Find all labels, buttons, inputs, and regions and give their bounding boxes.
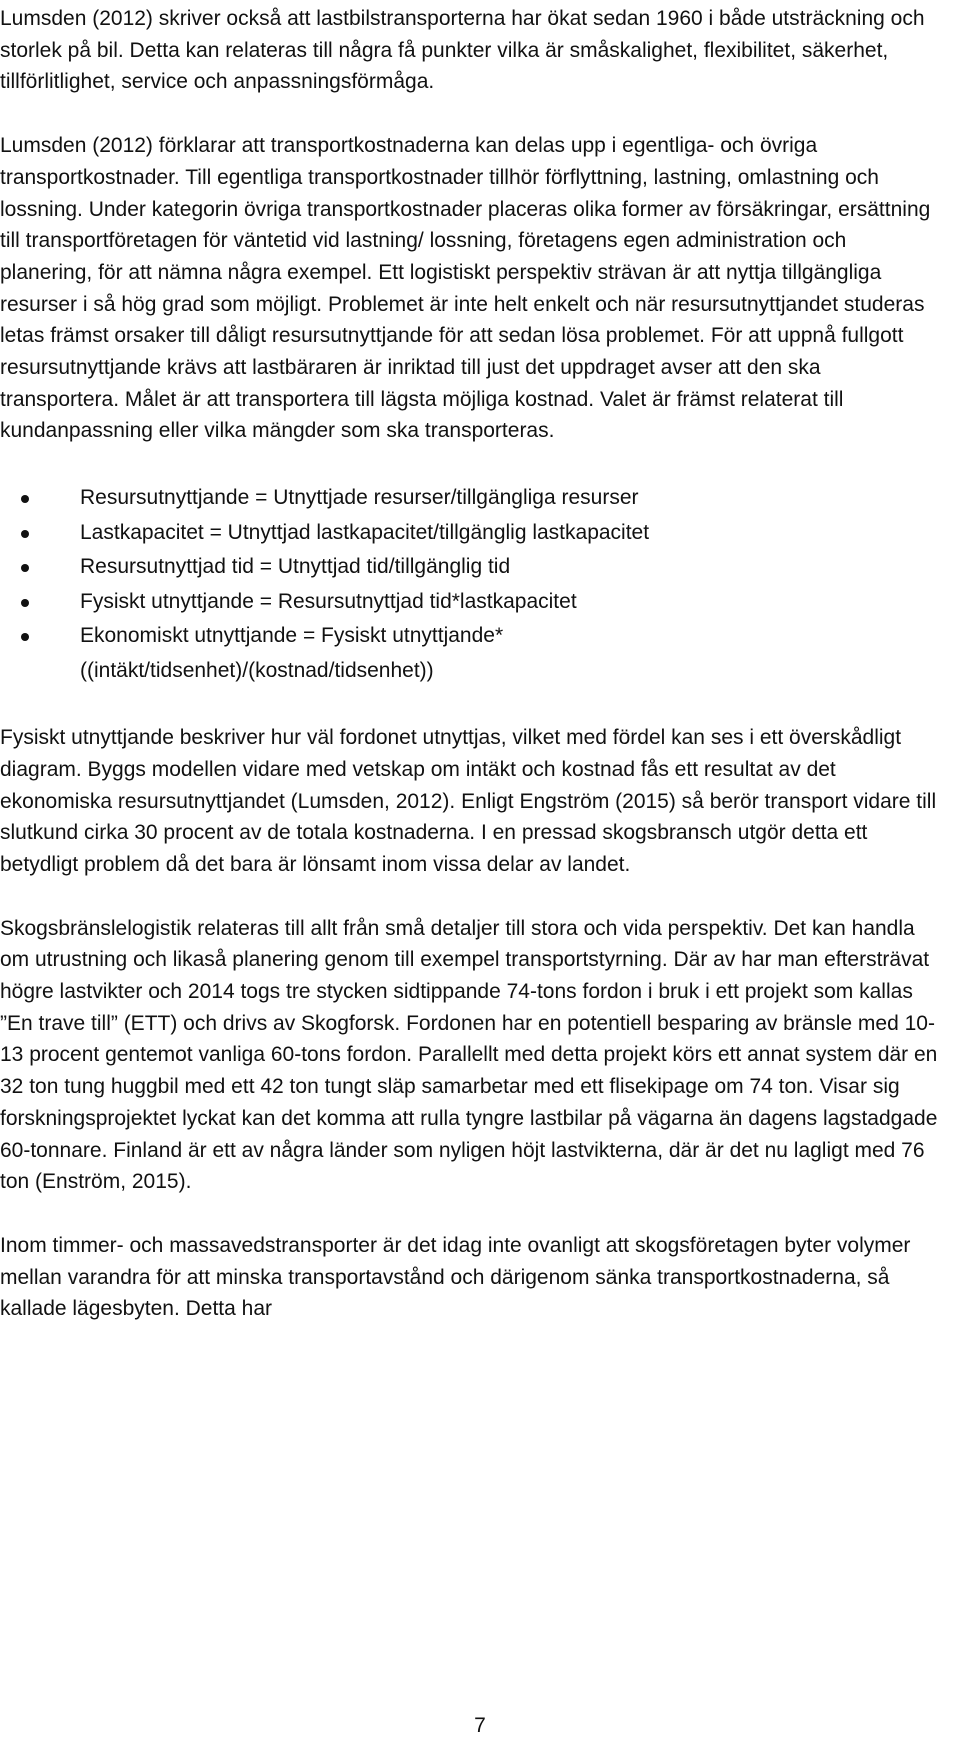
paragraph-skogsbranslelogistik: Skogsbränslelogistik relateras till allt från små detaljer till stora och vida perspektiv. Det kan handla om utrustning och likaså planering genom till exempel transportstyrning. Där av har man eftersträvat högre lastvikter och 2014 togs tre stycken sidtippande 74-tons fordon i bruk i ett projekt som kallas ”En trave till” (ETT) och drivs av Skogforsk. Fordonen har en potentiell besparing av bränsle med 10-13 procent gentemot vanliga 60-tons fordon. Parallellt med detta projekt körs ett annat system där en 32 ton tung huggbil med ett 42 ton tungt släp samarbetar med ett flisekipage om 74 ton. Visar sig forskningsprojektet lyckat kan det komma att rulla tyngre lastbilar på vägarna än dagens lagstadgade 60-tonnare. Finland är ett av några länder som nyligen höjt lastvikterna, där är det nu lagligt med 76 ton (Enström, 2015). bbox=[0, 916, 938, 1194]
formula-text: Fysiskt utnyttjande = Resursutnyttjad tid*lastkapacitet bbox=[80, 589, 577, 613]
paragraph-spacer bbox=[0, 447, 940, 481]
formula-list-item bbox=[0, 516, 940, 551]
paragraph-spacer bbox=[0, 688, 940, 722]
paragraph-lagesbyten: Inom timmer- och massavedstransporter är det idag inte ovanligt att skogsföretagen byter volymer mellan varandra för att minska transportavstånd och därigenom sänka transportkostnaderna, så kallade lägesbyten. Detta har bbox=[0, 1233, 911, 1321]
formula-list-item bbox=[0, 585, 940, 620]
page-number: 7 bbox=[474, 1714, 486, 1737]
paragraph-lastbilstransporter: Lumsden (2012) skriver också att lastbilstransporterna har ökat sedan 1960 i både utsträckning och storlek på bil. Detta kan relateras till några få punkter vilka är småskalighet, flexibilitet, säkerhet, tillförlitlighet, service och anpassningsförmåga. bbox=[0, 7, 925, 94]
bullet-icon bbox=[21, 495, 29, 503]
formula-list-item bbox=[0, 619, 640, 688]
bullet-icon bbox=[21, 599, 29, 607]
formula-text: Resursutnyttjande = Utnyttjade resurser/tillgängliga resurser bbox=[80, 486, 639, 510]
formula-text: Ekonomiskt utnyttjande = Fysiskt utnyttjande*((intäkt/tidsenhet)/(kostnad/tidsenhet)) bbox=[80, 624, 504, 682]
paragraph-spacer bbox=[0, 1198, 940, 1230]
paragraph-spacer bbox=[0, 98, 940, 130]
paragraph-transportkostnader: Lumsden (2012) förklarar att transportkostnaderna kan delas upp i egentliga- och övriga transportkostnader. Till egentliga transportkostnader tillhör förflyttning, lastning, omlastning och lossning. Under kategorin övriga transportkostnader placeras olika former av försäkringar, ersättning till transportföretagen för väntetid vid lastning/ lossning, företagens egen administration och planering, för att nämna några exempel. Ett logistiskt perspektiv strävan är att nyttja tillgängliga resurser i så hög grad som möjligt. Problemet är inte helt enkelt och när resursutnyttjandet studeras letas främst orsaker till dåligt resursutnyttjande för att sedan lösa problemet. För att uppnå fullgott resursutnyttjande krävs att lastbäraren är inriktad till just det uppdraget avser att den ska transportera. Målet är att transportera till lägsta möjliga kostnad. Valet är främst relaterat till kundanpassning eller vilka mängder som ska transporteras. bbox=[0, 134, 931, 443]
formula-list-item bbox=[0, 481, 940, 516]
formula-list bbox=[0, 481, 940, 688]
bullet-icon bbox=[21, 530, 29, 538]
paragraph-fysiskt-utnyttjande: Fysiskt utnyttjande beskriver hur väl fordonet utnyttjas, vilket med fördel kan ses i ett överskådligt diagram. Byggs modellen vidare med vetskap om intäkt och kostnad fås ett resultat av det ekonomiska resursutnyttjandet (Lumsden, 2012). Enligt Engström (2015) så berör transport vidare till slutkund cirka 30 procent av de totala kostnaderna. I en pressad skogsbransch utgör detta ett betydligt problem då det bara är lönsamt inom vissa delar av landet. bbox=[0, 726, 937, 876]
formula-list-item bbox=[0, 550, 940, 585]
formula-text: Resursutnyttjad tid = Utnyttjad tid/tillgänglig tid bbox=[80, 555, 511, 579]
bullet-icon bbox=[21, 633, 29, 641]
paragraph-spacer bbox=[0, 881, 940, 913]
formula-text: Lastkapacitet = Utnyttjad lastkapacitet/tillgänglig lastkapacitet bbox=[80, 520, 650, 544]
document-body bbox=[0, 3, 940, 1325]
bullet-icon bbox=[21, 564, 29, 572]
